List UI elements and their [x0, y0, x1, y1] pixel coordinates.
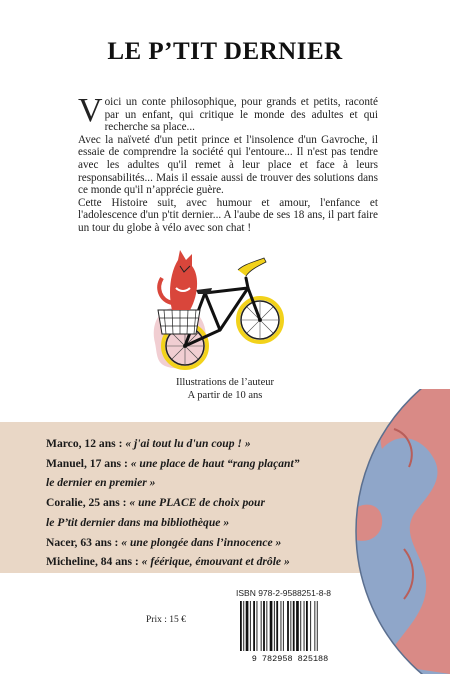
fox-on-bicycle-illustration: [150, 248, 290, 373]
review-quote: « une place de haut “rang plaçant”: [130, 456, 300, 470]
barcode-bar: [296, 601, 299, 651]
barcode-bar: [246, 601, 249, 651]
barcode-bar: [240, 601, 242, 651]
review-line: [46, 513, 366, 533]
review-quote: le dernier en premier »: [46, 476, 156, 490]
reviewer: Nacer, 63 ans :: [46, 535, 122, 549]
barcode-bar: [270, 601, 273, 651]
barcode: [234, 598, 346, 664]
barcode-bar: [314, 601, 315, 651]
review-line: [46, 454, 366, 474]
reviewer: Marco, 12 ans :: [46, 437, 126, 450]
reviewer: Coralie, 25 ans :: [46, 496, 130, 510]
book-title: LE P’TIT DERNIER: [107, 38, 343, 65]
synopsis-paragraph-3: Cette Histoire suit, avec humour et amour, l'enfance et l'adolescence d'un p'tit dernier... A l'aube de ses 18 ans, il part faire un tour du globe à vélo avec son chat !: [78, 196, 378, 234]
barcode-bar: [293, 601, 295, 651]
barcode-bar: [306, 601, 308, 651]
barcode-bar: [304, 601, 305, 651]
review-line: [46, 473, 366, 493]
barcode-bar: [261, 601, 262, 651]
barcode-bar: [250, 601, 251, 651]
review-quote: « féérique, émouvant et drôle »: [141, 555, 290, 569]
barcode-bar: [290, 601, 291, 651]
review-line: [46, 493, 366, 513]
barcode-bar: [283, 601, 284, 651]
review-quote: « j'ai tout lu d'un coup ! »: [125, 437, 251, 450]
barcode-bar: [274, 601, 275, 651]
review-quote: le P’tit dernier dans ma bibliothèque »: [46, 515, 230, 529]
barcode-bar: [276, 601, 278, 651]
barcode-bar: [266, 601, 267, 651]
barcode-bar: [310, 601, 311, 651]
barcode-bar: [243, 601, 244, 651]
barcode-bar: [281, 601, 282, 651]
credit-age: A partir de 10 ans: [187, 390, 263, 401]
synopsis-paragraph-1-text: oici un conte philosophique, pour grands et petits, raconté par un enfant, qui critique le monde des adultes et qui recherche sa place...: [104, 96, 378, 134]
review-quote: « une PLACE de choix pour: [129, 496, 266, 510]
reader-reviews: [46, 434, 366, 572]
barcode-bar: [257, 601, 258, 651]
review-line: [46, 552, 366, 572]
drop-cap: V: [78, 92, 103, 129]
price: Prix : 15 €: [146, 615, 186, 625]
reviewer: Micheline, 84 ans :: [46, 555, 142, 569]
review-line: [46, 434, 366, 454]
barcode-bar: [263, 601, 265, 651]
barcode-bar: [300, 601, 301, 651]
synopsis: [78, 92, 378, 235]
isbn: ISBN 978-2-9588251-8-8: [236, 588, 331, 598]
review-quote: « une plongée dans l’innocence »: [121, 535, 282, 549]
barcode-bar: [317, 601, 318, 651]
synopsis-paragraph-1: [78, 92, 378, 134]
reviewer: Manuel, 17 ans :: [46, 456, 131, 470]
synopsis-paragraph-2: Avec la naïveté d'un petit prince et l'insolence d'un Gavroche, il essaie de comprendre la société qui l'entoure... Il n'est pas tendre avec les adultes qu'il remet à leur place et face à leurs responsabilités... Mais il essaie aussi de trouver des solutions dans ce monde qu'il n’apprécie guère.: [78, 133, 378, 197]
barcode-bar: [253, 601, 255, 651]
review-line: [46, 533, 366, 553]
barcode-digits: 9 782958 825188: [251, 654, 329, 664]
barcode-bar: [287, 601, 289, 651]
globe-illustration: [354, 389, 450, 674]
credit-illustrations: Illustrations de l’auteur: [176, 377, 274, 388]
